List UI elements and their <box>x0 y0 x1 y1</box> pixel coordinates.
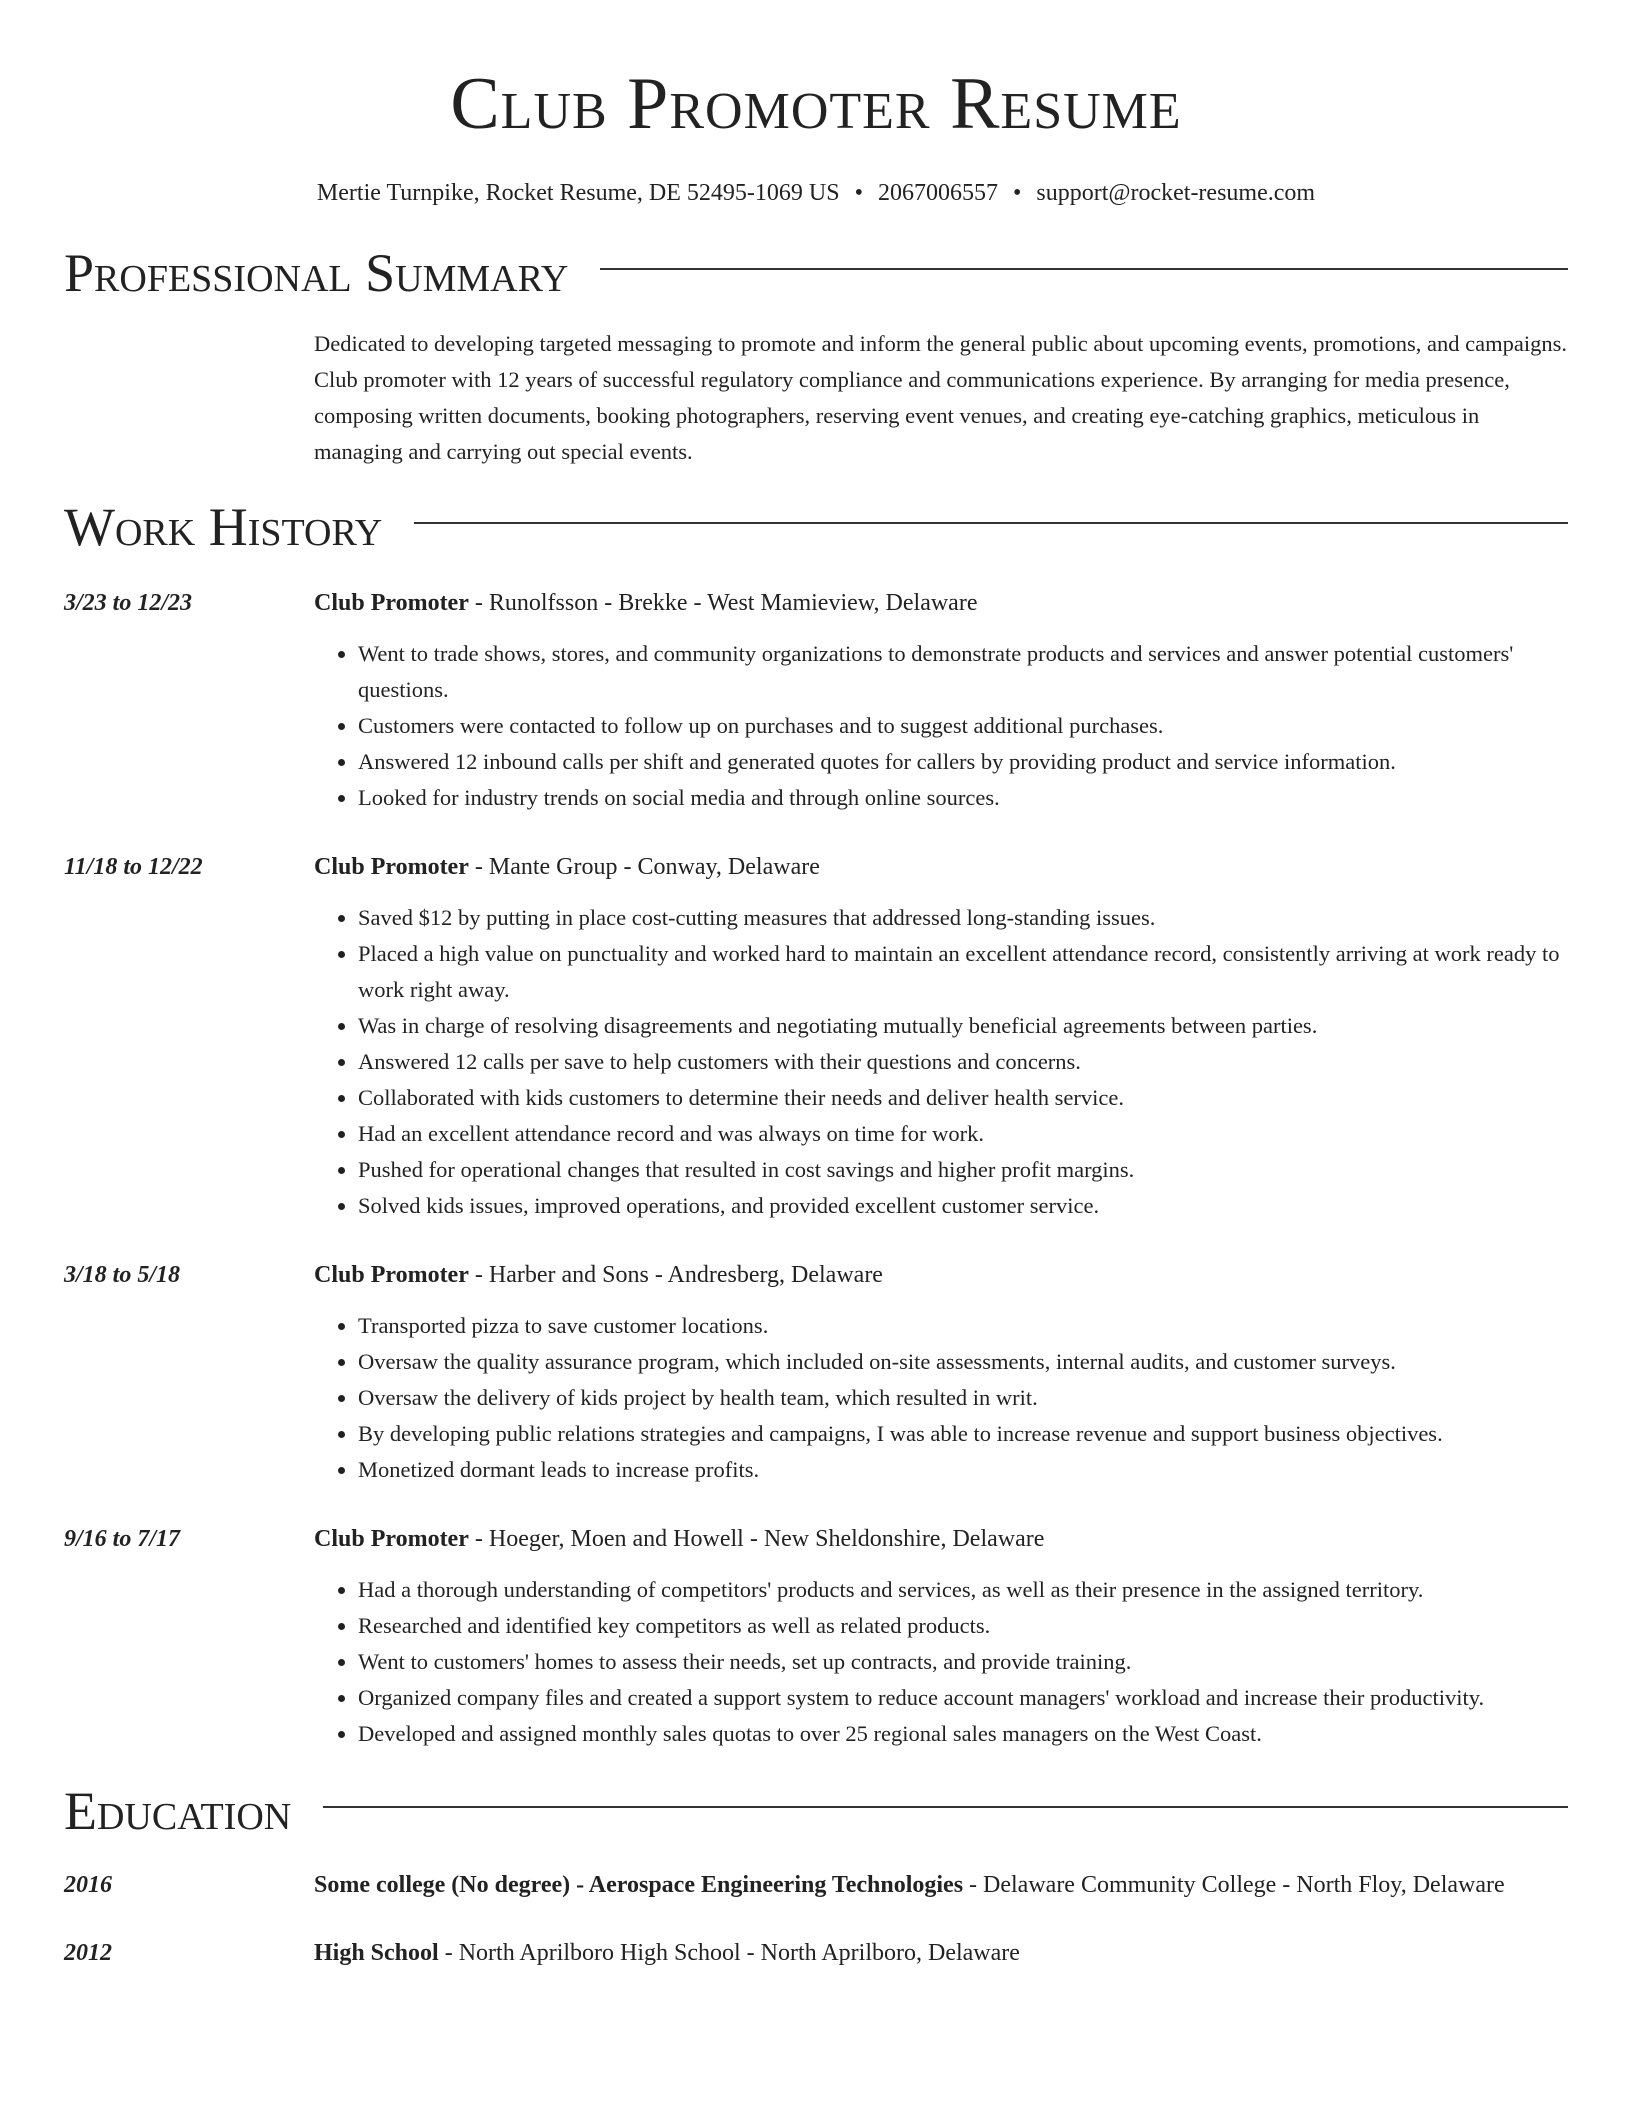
summary-heading: Professional Summary <box>64 243 569 303</box>
education-details: - Delaware Community College - North Floy, Delaware <box>963 1872 1505 1898</box>
job-bullet: • Saved $12 by putting in place cost-cutting measures that addressed long-standing issues. <box>358 900 1568 936</box>
education-entry <box>64 1866 1568 1904</box>
job-details: - Mante Group - Conway, Delaware <box>468 854 820 880</box>
education-degree: Some college (No degree) - Aerospace Engineering Technologies <box>314 1872 964 1898</box>
job-title: Club Promoter <box>314 590 469 616</box>
job-header <box>314 1520 1568 1558</box>
education-body <box>314 1866 1568 1904</box>
job-bullet: • Went to customers' homes to assess their needs, set up contracts, and provide training. <box>358 1644 1568 1680</box>
contact-email: support@rocket-resume.com <box>1036 180 1316 206</box>
job-title: Club Promoter <box>314 854 469 880</box>
job-bullet: • Monetized dormant leads to increase profits. <box>358 1452 1568 1488</box>
education-degree: High School <box>314 1940 439 1966</box>
contact-line <box>64 178 1568 208</box>
section-divider <box>414 522 1568 524</box>
job-bullets <box>314 636 1568 816</box>
section-divider <box>323 1806 1568 1808</box>
contact-separator: • <box>854 180 863 206</box>
job-entry <box>64 1520 1568 1752</box>
education-details: - North Aprilboro High School - North Aprilboro, Delaware <box>438 1940 1020 1966</box>
job-bullet: • Customers were contacted to follow up on purchases and to suggest additional purchases. <box>358 708 1568 744</box>
job-bullet: • Answered 12 calls per save to help customers with their questions and concerns. <box>358 1044 1568 1080</box>
job-body <box>314 1520 1568 1752</box>
job-bullet: • Pushed for operational changes that resulted in cost savings and higher profit margins. <box>358 1152 1568 1188</box>
job-bullet: • Had an excellent attendance record and was always on time for work. <box>358 1116 1568 1152</box>
job-title: Club Promoter <box>314 1262 469 1288</box>
job-bullet: • Organized company files and created a support system to reduce account managers' workload and increase their productivity. <box>358 1680 1568 1716</box>
job-bullet: • Was in charge of resolving disagreements and negotiating mutually beneficial agreements between parties. <box>358 1008 1568 1044</box>
education-date: 2016 <box>64 1872 112 1898</box>
job-bullet: • By developing public relations strategies and campaigns, I was able to increase revenue and support business objectives. <box>358 1416 1568 1452</box>
job-body <box>314 584 1568 816</box>
job-date: 3/23 to 12/23 <box>64 590 193 616</box>
education-entry <box>64 1934 1568 1972</box>
education-section-header <box>64 1780 1568 1842</box>
job-bullet: • Placed a high value on punctuality and worked hard to maintain an excellent attendance record, consistently arriving at work ready to work right away. <box>358 936 1568 1008</box>
summary-section-header <box>64 242 1568 304</box>
job-bullet: • Looked for industry trends on social media and through online sources. <box>358 780 1568 816</box>
contact-address: Mertie Turnpike, Rocket Resume, DE 52495-1069 US <box>316 180 840 206</box>
job-details: - Runolfsson - Brekke - West Mamieview, Delaware <box>468 590 978 616</box>
contact-phone: 2067006557 <box>877 180 998 206</box>
job-body <box>314 848 1568 1224</box>
job-bullet: • Oversaw the quality assurance program, which included on-site assessments, internal audits, and customer surveys. <box>358 1344 1568 1380</box>
job-date: 3/18 to 5/18 <box>64 1262 181 1288</box>
job-entry <box>64 1256 1568 1488</box>
job-bullet: • Collaborated with kids customers to determine their needs and deliver health service. <box>358 1080 1568 1116</box>
job-bullet: • Answered 12 inbound calls per shift and generated quotes for callers by providing product and service information. <box>358 744 1568 780</box>
job-bullet: • Oversaw the delivery of kids project by health team, which resulted in writ. <box>358 1380 1568 1416</box>
job-body <box>314 1256 1568 1488</box>
job-bullet: • Had a thorough understanding of competitors' products and services, as well as their presence in the assigned territory. <box>358 1572 1568 1608</box>
education-heading: Education <box>64 1781 292 1841</box>
job-date: 11/18 to 12/22 <box>64 854 203 880</box>
work-heading: Work History <box>64 497 383 557</box>
job-bullets <box>314 1572 1568 1752</box>
education-body <box>314 1934 1568 1972</box>
job-details: - Hoeger, Moen and Howell - New Sheldonshire, Delaware <box>468 1526 1045 1552</box>
job-header <box>314 1256 1568 1294</box>
job-header <box>314 584 1568 622</box>
summary-text: Dedicated to developing targeted messaging to promote and inform the general public about upcoming events, promotions, and campaigns. Club promoter with 12 years of successful regulatory compliance and communications experience. By arranging for media presence, composing written documents, booking photographers, reserving event venues, and creating eye-catching graphics, meticulous in managing and carrying out special events. <box>314 331 1568 464</box>
job-date: 9/16 to 7/17 <box>64 1526 181 1552</box>
job-bullets <box>314 900 1568 1224</box>
job-bullet: • Went to trade shows, stores, and community organizations to demonstrate products and services and answer potential customers' questions. <box>358 636 1568 708</box>
job-header <box>314 848 1568 886</box>
resume-title: Club Promoter Resume <box>450 63 1182 145</box>
job-bullet: • Solved kids issues, improved operations, and provided excellent customer service. <box>358 1188 1568 1224</box>
work-section-header <box>64 496 1568 558</box>
job-title: Club Promoter <box>314 1526 469 1552</box>
job-bullet: • Transported pizza to save customer locations. <box>358 1308 1568 1344</box>
education-date: 2012 <box>64 1940 112 1966</box>
section-divider <box>600 268 1568 270</box>
job-bullet: • Researched and identified key competitors as well as related products. <box>358 1608 1568 1644</box>
contact-separator: • <box>1012 180 1022 206</box>
job-details: - Harber and Sons - Andresberg, Delaware <box>468 1262 883 1288</box>
job-bullet: • Developed and assigned monthly sales quotas to over 25 regional sales managers on the West Coast. <box>358 1716 1568 1752</box>
job-bullets <box>314 1308 1568 1488</box>
job-entry <box>64 584 1568 816</box>
job-entry <box>64 848 1568 1224</box>
